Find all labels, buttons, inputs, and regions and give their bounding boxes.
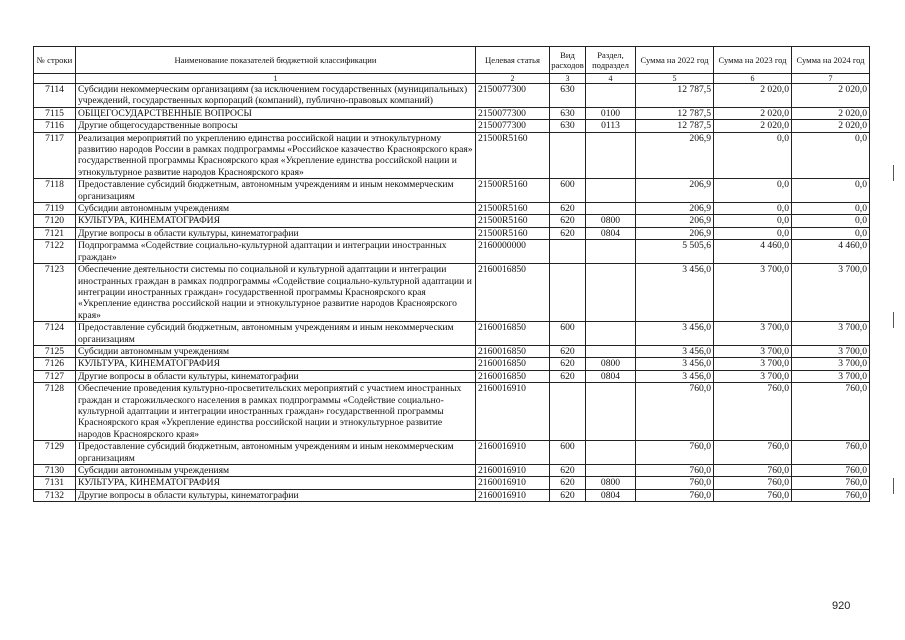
cell-sum-2022: 3 456,0 <box>636 345 714 357</box>
cell-sum-2022: 760,0 <box>636 383 714 441</box>
cell-row-number: 7114 <box>34 84 76 108</box>
cell-target-item: 2160016910 <box>476 441 550 465</box>
cell-expense-type: 620 <box>550 489 586 501</box>
cell-section <box>586 264 636 322</box>
header-index-7: 7 <box>792 74 870 84</box>
cell-sum-2024: 2 020,0 <box>792 120 870 132</box>
cell-sum-2023: 4 460,0 <box>714 240 792 264</box>
table-row <box>34 227 870 239</box>
cell-section <box>586 383 636 441</box>
header-index-6: 6 <box>714 74 792 84</box>
cell-expense-type: 620 <box>550 345 586 357</box>
cell-sum-2022: 760,0 <box>636 477 714 489</box>
cell-row-number: 7118 <box>34 179 76 203</box>
table-row <box>34 345 870 357</box>
cell-sum-2023: 3 700,0 <box>714 264 792 322</box>
table-row <box>34 358 870 370</box>
cell-sum-2023: 0,0 <box>714 132 792 179</box>
cell-indicator-name: Предоставление субсидий бюджетным, автономным учреждениям и иным некоммерческим организациям <box>76 179 476 203</box>
header-index-1: 1 <box>76 74 476 84</box>
cell-expense-type: 620 <box>550 215 586 227</box>
cell-target-item: 2160016910 <box>476 489 550 501</box>
cell-sum-2023: 2 020,0 <box>714 84 792 108</box>
cell-section: 0800 <box>586 215 636 227</box>
table-row <box>34 120 870 132</box>
table-row <box>34 107 870 119</box>
cell-sum-2024: 0,0 <box>792 203 870 215</box>
cell-section <box>586 345 636 357</box>
cell-sum-2022: 3 456,0 <box>636 370 714 382</box>
cell-row-number: 7132 <box>34 489 76 501</box>
cell-sum-2022: 760,0 <box>636 465 714 477</box>
cell-row-number: 7127 <box>34 370 76 382</box>
cell-section <box>586 84 636 108</box>
cell-sum-2023: 3 700,0 <box>714 370 792 382</box>
cell-target-item: 2150077300 <box>476 84 550 108</box>
table-row <box>34 179 870 203</box>
cell-indicator-name: Обеспечение проведения культурно-просветительских мероприятий с участием иностранных граждан и старожильческого населения в рамках подпрограммы «Содействие социально-культурной адаптации и интеграции иностранных граждан» государственной программы Красноярского края «Укрепление единства российской нации и этнокультурное развитие народов Красноярского края» <box>76 383 476 441</box>
cell-target-item: 2160016910 <box>476 465 550 477</box>
cell-target-item: 21500R5160 <box>476 215 550 227</box>
cell-indicator-name: Другие вопросы в области культуры, кинематографии <box>76 370 476 382</box>
budget-table <box>33 46 870 502</box>
cell-target-item: 2160016850 <box>476 370 550 382</box>
cell-sum-2023: 3 700,0 <box>714 358 792 370</box>
table-header <box>34 47 870 84</box>
cell-section <box>586 322 636 346</box>
header-indicator-name: Наименование показателей бюджетной классификации <box>76 47 476 74</box>
cell-sum-2023: 0,0 <box>714 215 792 227</box>
cell-sum-2023: 3 700,0 <box>714 322 792 346</box>
cell-sum-2024: 0,0 <box>792 132 870 179</box>
cell-row-number: 7131 <box>34 477 76 489</box>
cell-target-item: 2160016850 <box>476 345 550 357</box>
cell-sum-2024: 2 020,0 <box>792 84 870 108</box>
cell-section: 0800 <box>586 477 636 489</box>
cell-expense-type: 630 <box>550 120 586 132</box>
table-row <box>34 441 870 465</box>
header-index-2: 2 <box>476 74 550 84</box>
header-index-3: 3 <box>550 74 586 84</box>
cell-row-number: 7126 <box>34 358 76 370</box>
scan-edge-mark <box>893 165 894 181</box>
cell-sum-2023: 0,0 <box>714 179 792 203</box>
table-row <box>34 383 870 441</box>
cell-section: 0800 <box>586 358 636 370</box>
cell-indicator-name: Реализация мероприятий по укреплению единства российской нации и этнокультурному развитию народов России в рамках подпрограммы «Российское казачество Красноярского края» государственной программы Красноярского края «Укрепление единства российской нации и этнокультурное развитие народов Красноярского края» <box>76 132 476 179</box>
cell-indicator-name: Подпрограмма «Содействие социально-культурной адаптации и интеграции иностранных граждан» <box>76 240 476 264</box>
cell-sum-2024: 3 700,0 <box>792 370 870 382</box>
cell-section <box>586 465 636 477</box>
header-index-5: 5 <box>636 74 714 84</box>
table-row <box>34 322 870 346</box>
cell-row-number: 7124 <box>34 322 76 346</box>
table-row <box>34 477 870 489</box>
table-row <box>34 203 870 215</box>
cell-indicator-name: ОБЩЕГОСУДАРСТВЕННЫЕ ВОПРОСЫ <box>76 107 476 119</box>
cell-section: 0804 <box>586 489 636 501</box>
cell-indicator-name: Другие вопросы в области культуры, кинематографии <box>76 489 476 501</box>
cell-indicator-name: Другие общегосударственные вопросы <box>76 120 476 132</box>
cell-indicator-name: Субсидии автономным учреждениям <box>76 465 476 477</box>
cell-row-number: 7117 <box>34 132 76 179</box>
cell-expense-type <box>550 240 586 264</box>
cell-target-item: 2160016850 <box>476 358 550 370</box>
cell-sum-2022: 12 787,5 <box>636 107 714 119</box>
cell-indicator-name: КУЛЬТУРА, КИНЕМАТОГРАФИЯ <box>76 477 476 489</box>
cell-section: 0804 <box>586 227 636 239</box>
cell-row-number: 7121 <box>34 227 76 239</box>
cell-target-item: 21500R5160 <box>476 132 550 179</box>
cell-sum-2022: 3 456,0 <box>636 358 714 370</box>
cell-section <box>586 132 636 179</box>
cell-expense-type: 620 <box>550 358 586 370</box>
cell-sum-2022: 12 787,5 <box>636 120 714 132</box>
cell-sum-2022: 3 456,0 <box>636 264 714 322</box>
cell-expense-type: 620 <box>550 370 586 382</box>
cell-sum-2023: 760,0 <box>714 477 792 489</box>
cell-sum-2024: 0,0 <box>792 179 870 203</box>
cell-section <box>586 203 636 215</box>
cell-section <box>586 179 636 203</box>
header-expense-type: Вид расходов <box>550 47 586 74</box>
cell-row-number: 7123 <box>34 264 76 322</box>
cell-section: 0804 <box>586 370 636 382</box>
cell-sum-2024: 3 700,0 <box>792 358 870 370</box>
cell-row-number: 7125 <box>34 345 76 357</box>
cell-sum-2022: 206,9 <box>636 203 714 215</box>
cell-sum-2024: 2 020,0 <box>792 107 870 119</box>
page-number: 920 <box>832 600 851 612</box>
cell-expense-type: 620 <box>550 465 586 477</box>
cell-sum-2022: 206,9 <box>636 179 714 203</box>
cell-expense-type: 600 <box>550 322 586 346</box>
cell-row-number: 7116 <box>34 120 76 132</box>
table-row <box>34 264 870 322</box>
cell-sum-2024: 0,0 <box>792 227 870 239</box>
cell-expense-type <box>550 383 586 441</box>
cell-sum-2024: 3 700,0 <box>792 264 870 322</box>
table-row <box>34 465 870 477</box>
header-sum-2022: Сумма на 2022 год <box>636 47 714 74</box>
cell-sum-2024: 760,0 <box>792 477 870 489</box>
cell-indicator-name: КУЛЬТУРА, КИНЕМАТОГРАФИЯ <box>76 215 476 227</box>
cell-sum-2023: 760,0 <box>714 465 792 477</box>
table-body <box>34 84 870 502</box>
cell-sum-2024: 4 460,0 <box>792 240 870 264</box>
cell-section <box>586 441 636 465</box>
cell-sum-2022: 206,9 <box>636 132 714 179</box>
cell-indicator-name: Другие вопросы в области культуры, кинематографии <box>76 227 476 239</box>
cell-row-number: 7122 <box>34 240 76 264</box>
cell-expense-type <box>550 132 586 179</box>
cell-expense-type: 630 <box>550 107 586 119</box>
cell-row-number: 7115 <box>34 107 76 119</box>
header-sum-2024: Сумма на 2024 год <box>792 47 870 74</box>
cell-target-item: 2160016910 <box>476 477 550 489</box>
cell-indicator-name: Предоставление субсидий бюджетным, автономным учреждениям и иным некоммерческим организациям <box>76 322 476 346</box>
cell-row-number: 7129 <box>34 441 76 465</box>
cell-sum-2022: 5 505,6 <box>636 240 714 264</box>
cell-target-item: 2160000000 <box>476 240 550 264</box>
cell-section: 0113 <box>586 120 636 132</box>
cell-sum-2024: 3 700,0 <box>792 322 870 346</box>
cell-target-item: 2160016850 <box>476 322 550 346</box>
cell-target-item: 2150077300 <box>476 107 550 119</box>
cell-target-item: 21500R5160 <box>476 179 550 203</box>
cell-sum-2023: 760,0 <box>714 489 792 501</box>
cell-sum-2023: 760,0 <box>714 441 792 465</box>
cell-row-number: 7120 <box>34 215 76 227</box>
cell-expense-type: 630 <box>550 84 586 108</box>
cell-sum-2024: 0,0 <box>792 215 870 227</box>
cell-sum-2024: 3 700,0 <box>792 345 870 357</box>
cell-sum-2024: 760,0 <box>792 441 870 465</box>
header-target-item: Целевая статья <box>476 47 550 74</box>
cell-indicator-name: Обеспечение деятельности системы по социальной и культурной адаптации и интеграции иностранных граждан в рамках подпрограммы «Содействие социально-культурной адаптации и интеграции иностранных граждан» государственной программы Красноярского края «Укрепление единства российской нации и этнокультурное развитие народов Красноярского края» <box>76 264 476 322</box>
cell-sum-2022: 12 787,5 <box>636 84 714 108</box>
cell-indicator-name: Субсидии некоммерческим организациям (за исключением государственных (муниципальных) учреждений, государственных корпораций (компаний), публично-правовых компаний) <box>76 84 476 108</box>
cell-sum-2022: 760,0 <box>636 441 714 465</box>
cell-sum-2024: 760,0 <box>792 489 870 501</box>
cell-sum-2023: 0,0 <box>714 227 792 239</box>
cell-target-item: 21500R5160 <box>476 227 550 239</box>
table-row <box>34 132 870 179</box>
cell-row-number: 7128 <box>34 383 76 441</box>
cell-expense-type <box>550 264 586 322</box>
cell-sum-2022: 760,0 <box>636 489 714 501</box>
cell-expense-type: 620 <box>550 203 586 215</box>
header-sum-2023: Сумма на 2023 год <box>714 47 792 74</box>
cell-indicator-name: Субсидии автономным учреждениям <box>76 345 476 357</box>
cell-target-item: 2160016910 <box>476 383 550 441</box>
cell-section: 0100 <box>586 107 636 119</box>
table-row <box>34 215 870 227</box>
cell-sum-2023: 3 700,0 <box>714 345 792 357</box>
cell-sum-2023: 2 020,0 <box>714 107 792 119</box>
scan-edge-mark <box>893 312 894 328</box>
table-row <box>34 84 870 108</box>
budget-document <box>33 46 869 502</box>
table-row <box>34 240 870 264</box>
cell-row-number: 7119 <box>34 203 76 215</box>
header-blank-index <box>34 74 76 84</box>
cell-sum-2024: 760,0 <box>792 383 870 441</box>
table-row <box>34 370 870 382</box>
cell-indicator-name: КУЛЬТУРА, КИНЕМАТОГРАФИЯ <box>76 358 476 370</box>
cell-section <box>586 240 636 264</box>
header-index-4: 4 <box>586 74 636 84</box>
cell-target-item: 21500R5160 <box>476 203 550 215</box>
cell-sum-2024: 760,0 <box>792 465 870 477</box>
header-row-number: № строки <box>34 47 76 74</box>
cell-sum-2022: 206,9 <box>636 227 714 239</box>
cell-sum-2022: 3 456,0 <box>636 322 714 346</box>
cell-indicator-name: Субсидии автономным учреждениям <box>76 203 476 215</box>
table-row <box>34 489 870 501</box>
cell-sum-2023: 760,0 <box>714 383 792 441</box>
header-section: Раздел, подраздел <box>586 47 636 74</box>
scan-edge-mark <box>893 478 894 494</box>
cell-row-number: 7130 <box>34 465 76 477</box>
cell-expense-type: 600 <box>550 179 586 203</box>
cell-target-item: 2150077300 <box>476 120 550 132</box>
cell-expense-type: 600 <box>550 441 586 465</box>
cell-target-item: 2160016850 <box>476 264 550 322</box>
cell-expense-type: 620 <box>550 477 586 489</box>
cell-indicator-name: Предоставление субсидий бюджетным, автономным учреждениям и иным некоммерческим организациям <box>76 441 476 465</box>
cell-sum-2023: 0,0 <box>714 203 792 215</box>
cell-sum-2023: 2 020,0 <box>714 120 792 132</box>
cell-expense-type: 620 <box>550 227 586 239</box>
cell-sum-2022: 206,9 <box>636 215 714 227</box>
